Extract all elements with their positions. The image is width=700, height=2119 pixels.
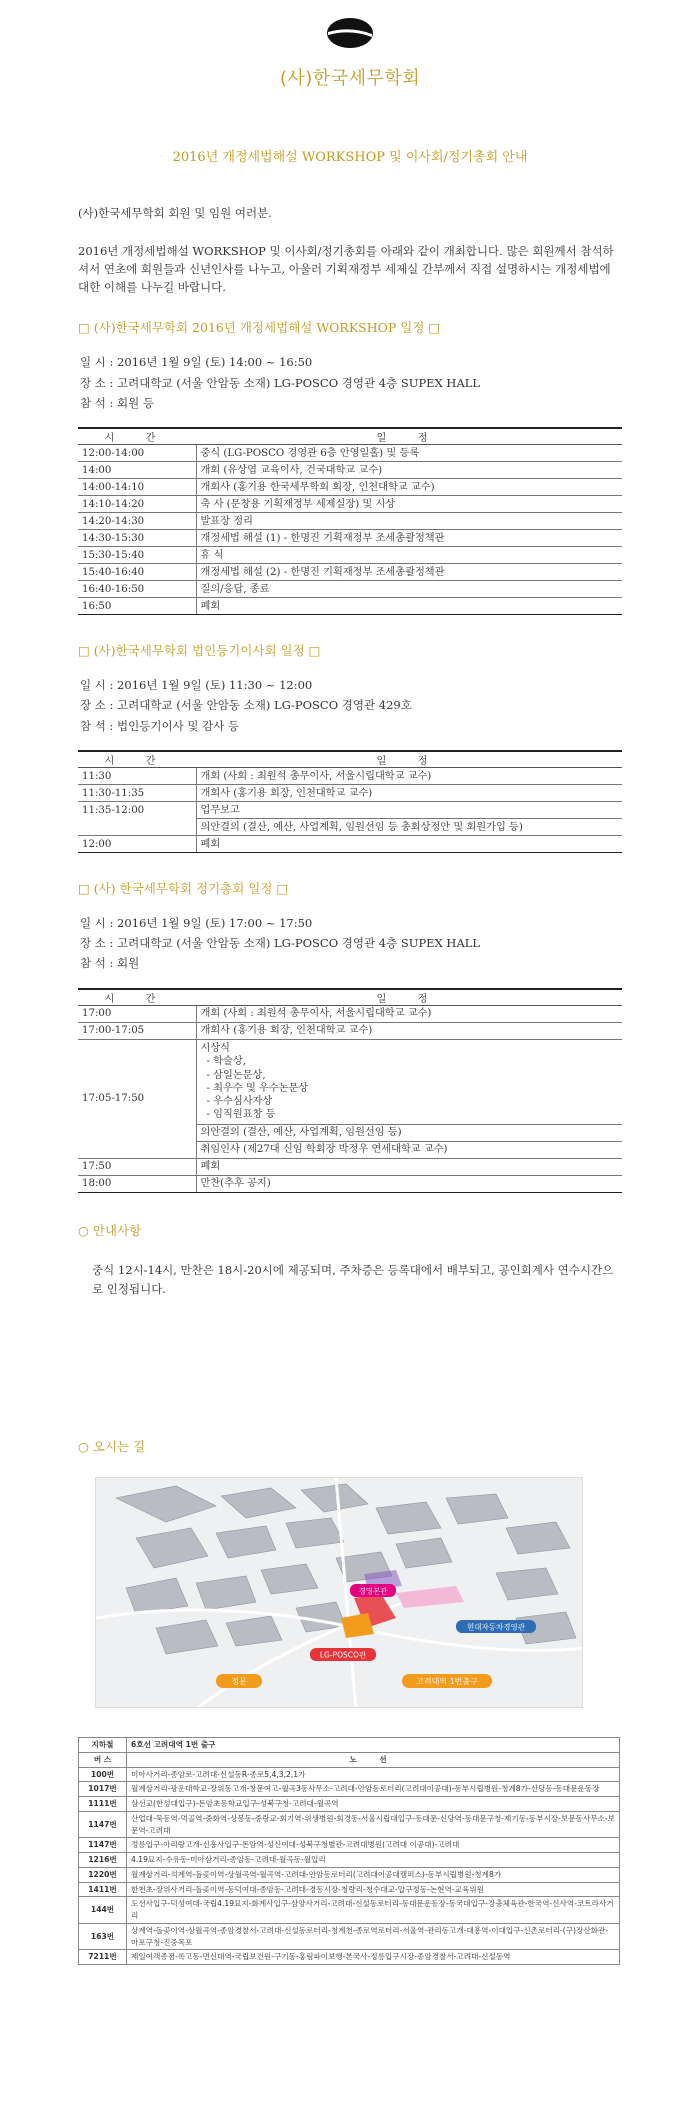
map-label-main-bldg: 경영본관 <box>358 1586 388 1596</box>
table-row: 14:20-14:30 발표장 정리 <box>78 513 622 530</box>
list-item: - 최우수 및 우수논문상 <box>206 1082 309 1094</box>
general-info <box>80 913 700 973</box>
table-row: 1147번 정릉입구-아리랑고개-신흥사입구-돈암역-성신여대-성북구청별관-고려대병원(고려대 이공대)-고려대 <box>79 1838 620 1853</box>
list-item: - 학술상, <box>206 1056 246 1068</box>
map-label-hyundai: 현대자동차경영관 <box>467 1622 525 1632</box>
map-label-exit: 고려대역 1번출구 <box>416 1677 478 1686</box>
directions-title: ○ 오시는 길 <box>78 1439 146 1454</box>
list-item: - 우수심사자상 <box>206 1096 273 1108</box>
general-attendees: 참 석 : 회원 <box>80 956 140 971</box>
map-label-gate: 정문 <box>231 1677 247 1686</box>
table-row: 100번 미아사거리-종암로-고려대-신설동R-종로5,4,3,2,1가 <box>79 1767 620 1782</box>
table-row: 163번 상계역-돌곶이역-상월곡역-종암경찰서-고려대-신설동로터리-청계천-종로역로터리-서울역-관리동고개-대흥역-이대입구-신촌로터리-(구)장산화관-마포구청-진중목포 <box>79 1923 620 1950</box>
award-cell <box>196 1040 622 1125</box>
col-time-header: 시 간 <box>78 989 196 1006</box>
table-row: 16:50 폐회 <box>78 598 622 615</box>
workshop-heading: □ (사)한국세무학회 2016년 개정세법해설 WORKSHOP 일정 □ <box>78 320 441 336</box>
table-row: 12:00 폐회 <box>78 836 622 853</box>
table-row: 11:30 개회 (사회 : 최원석 총무이사, 서울시립대학교 교수) <box>78 768 622 785</box>
table-row: 17:50 폐회 <box>78 1158 622 1175</box>
col-schedule-header: 일 정 <box>196 989 622 1006</box>
board-schedule-table <box>78 750 622 854</box>
table-row: 15:30-15:40 휴 식 <box>78 547 622 564</box>
table-row: 의안결의 (결산, 예산, 사업계획, 임원선임 등 총회상정안 및 회원가입 등) <box>78 819 622 836</box>
salutation: (사)한국세무학회 회원 및 임원 여러분. <box>78 206 272 220</box>
workshop-attendees: 참 석 : 회원 등 <box>80 395 155 410</box>
table-row: 1017번 월계삼거리-광운대학교-장위동고개-창문여고-월곡3동사무소-고려대-안암동로터리(고려대이공대)-동부시립병원-청계8가-신당동-동대문운동장 <box>79 1782 620 1797</box>
society-logo <box>0 0 700 56</box>
table-row: 취임인사 (제27대 신임 학회장 박정우 연세대학교 교수) <box>78 1141 622 1158</box>
workshop-date: 일 시 : 2016년 1월 9일 (토) 14:00 ~ 16:50 <box>80 355 313 370</box>
general-date: 일 시 : 2016년 1월 9일 (토) 17:00 ~ 17:50 <box>80 916 313 931</box>
table-row: 14:00-14:10 개회사 (홍기용 한국세무학회 회장, 인천대학교 교수) <box>78 479 622 496</box>
workshop-place: 장 소 : 고려대학교 (서울 안암동 소재) LG-POSCO 경영관 4층 SUPEX HALL <box>80 375 481 390</box>
award-title: 시상식 <box>200 1043 231 1055</box>
list-item: - 임직원표창 등 <box>206 1109 276 1121</box>
table-row: 1220번 월계삼거리-석계역-돌곶이역-상월곡역-월곡역-고려대-안암동로터리(고려대이공대캠퍼스)-동부시립병원-청계8가 <box>79 1867 620 1882</box>
table-row: 17:05-17:50 시상식 - 학술상, - 삼일논문상, - 최우수 및 우수논문상 - 우수심사자상 - 임직원표창 등 <box>78 1040 622 1125</box>
board-attendees: 참 석 : 법인등기이사 및 감사 등 <box>80 718 240 733</box>
table-row: 7211번 제일여객종점-록고동-면신대역-국립보건원-구기동-홍림파이보행-본국사-정릉입구시장-종암경찰서-고려대-신설동역 <box>79 1950 620 1965</box>
table-row: 1147번 산업대-묵동역-먹골역-중화역-상봉동-중랑교-회기역-위생병원-회경동-서울시립대입구-동대문-신당역-동대문구청-제기동-동부시장-보문동사무소-보문역-고려대 <box>79 1811 620 1838</box>
transit-table <box>78 1737 620 1965</box>
campus-map <box>95 1477 583 1708</box>
col-schedule-header: 일 정 <box>196 428 622 445</box>
table-row: 144번 도선사입구-덕성여대-국립4.19묘지-화계사입구-삼양사거리-고려대-신설동로터리-동대문운동장-동국대입구-장충체육관-한국역-신사역-코트라사거리 <box>79 1897 620 1924</box>
general-heading: □ (사) 한국세무학회 정기총회 일정 □ <box>78 881 289 897</box>
board-info <box>80 675 700 735</box>
campus-map-image <box>96 1478 583 1708</box>
workshop-info <box>80 352 700 412</box>
table-row: 1216번 4.19묘지-수유동-미아삼거리-종암동-고려대-월곡동-월입리 <box>79 1853 620 1868</box>
board-heading: □ (사)한국세무학회 법인등기이사회 일정 □ <box>78 643 321 659</box>
table-row: 17:00-17:05 개회사 (홍기용 회장, 인천대학교 교수) <box>78 1023 622 1040</box>
table-row: 의안결의 (결산, 예산, 사업계획, 임원선임 등) <box>78 1124 622 1141</box>
award-list <box>201 1055 619 1121</box>
general-place: 장 소 : 고려대학교 (서울 안암동 소재) LG-POSCO 경영관 4층 SUPEX HALL <box>80 936 481 951</box>
intro-paragraph: 2016년 개정세법해설 WORKSHOP 및 이사회/정기총회를 아래와 같이 개최합니다. 많은 회원께서 참석하셔서 연초에 회원들과 신년인사를 나누고, 아울러 기획재정부 세제실 간부께서 직접 설명하시는 개정세법에 대한 이해를 나누길 바랍니다. <box>78 244 614 294</box>
workshop-schedule-table <box>78 427 622 616</box>
board-date: 일 시 : 2016년 1월 9일 (토) 11:30 ~ 12:00 <box>80 678 313 693</box>
table-row: 1411번 한천초-장위사거리-돌곶이역-동덕여대-종암동-고려대-경동시장-청량리-청수대교-압구정동-논현역-교육위원 <box>79 1882 620 1897</box>
table-row: 11:30-11:35 개회사 (홍기용 회장, 인천대학교 교수) <box>78 785 622 802</box>
col-schedule-header: 일 정 <box>196 751 622 768</box>
notice-title: ○ 안내사항 <box>78 1222 142 1238</box>
table-row: 12:00-14:00 중식 (LG-POSCO 경영관 6층 안영일홀) 및 등록 <box>78 445 622 462</box>
table-row: 지하철 6호선 고려대역 1번 출구 <box>79 1738 620 1753</box>
table-row: 17:00 개회 (사회 : 최원석 총무이사, 서울시립대학교 교수) <box>78 1006 622 1023</box>
society-logo-icon <box>325 16 375 50</box>
table-row: 16:40-16:50 질의/응답, 종료 <box>78 581 622 598</box>
table-row: 1111번 삼선교(한성대입구)-돈암초등학교입구-성북구청-고려대-월곡역 <box>79 1797 620 1812</box>
map-label-lg: LG-POSCO관 <box>319 1650 367 1660</box>
col-time-header: 시 간 <box>78 428 196 445</box>
list-item: - 삼일논문상, <box>206 1069 266 1081</box>
board-place: 장 소 : 고려대학교 (서울 안암동 소재) LG-POSCO 경영관 429호 <box>80 698 412 713</box>
table-row: 18:00 만찬(추후 공지) <box>78 1175 622 1192</box>
table-row: 14:00 개회 (유상엽 교육이사, 건국대학교 교수) <box>78 462 622 479</box>
col-time-header: 시 간 <box>78 751 196 768</box>
table-row: 버 스 노 선 <box>79 1752 620 1767</box>
org-title: (사)한국세무학회 <box>279 68 421 89</box>
notice-subject: 2016년 개정세법해설 WORKSHOP 및 이사회/정기총회 안내 <box>172 150 528 165</box>
notice-body: 중식 12시-14시, 만찬은 18시-20시에 제공되며, 주차증은 등록대에서 배부되고, 공인회계사 연수시간으로 인정됩니다. <box>92 1262 614 1296</box>
table-row: 14:30-15:30 개정세법 해설 (1) - 한명진 기획재정부 조세총괄정책관 <box>78 530 622 547</box>
table-row: 14:10-14:20 축 사 (문창용 기획재정부 세제실장) 및 시상 <box>78 496 622 513</box>
general-schedule-table <box>78 988 622 1193</box>
table-row: 15:40-16:40 개정세법 해설 (2) - 한명진 기획재정부 조세총괄정책관 <box>78 564 622 581</box>
table-row: 11:35-12:00 업무보고 <box>78 802 622 819</box>
